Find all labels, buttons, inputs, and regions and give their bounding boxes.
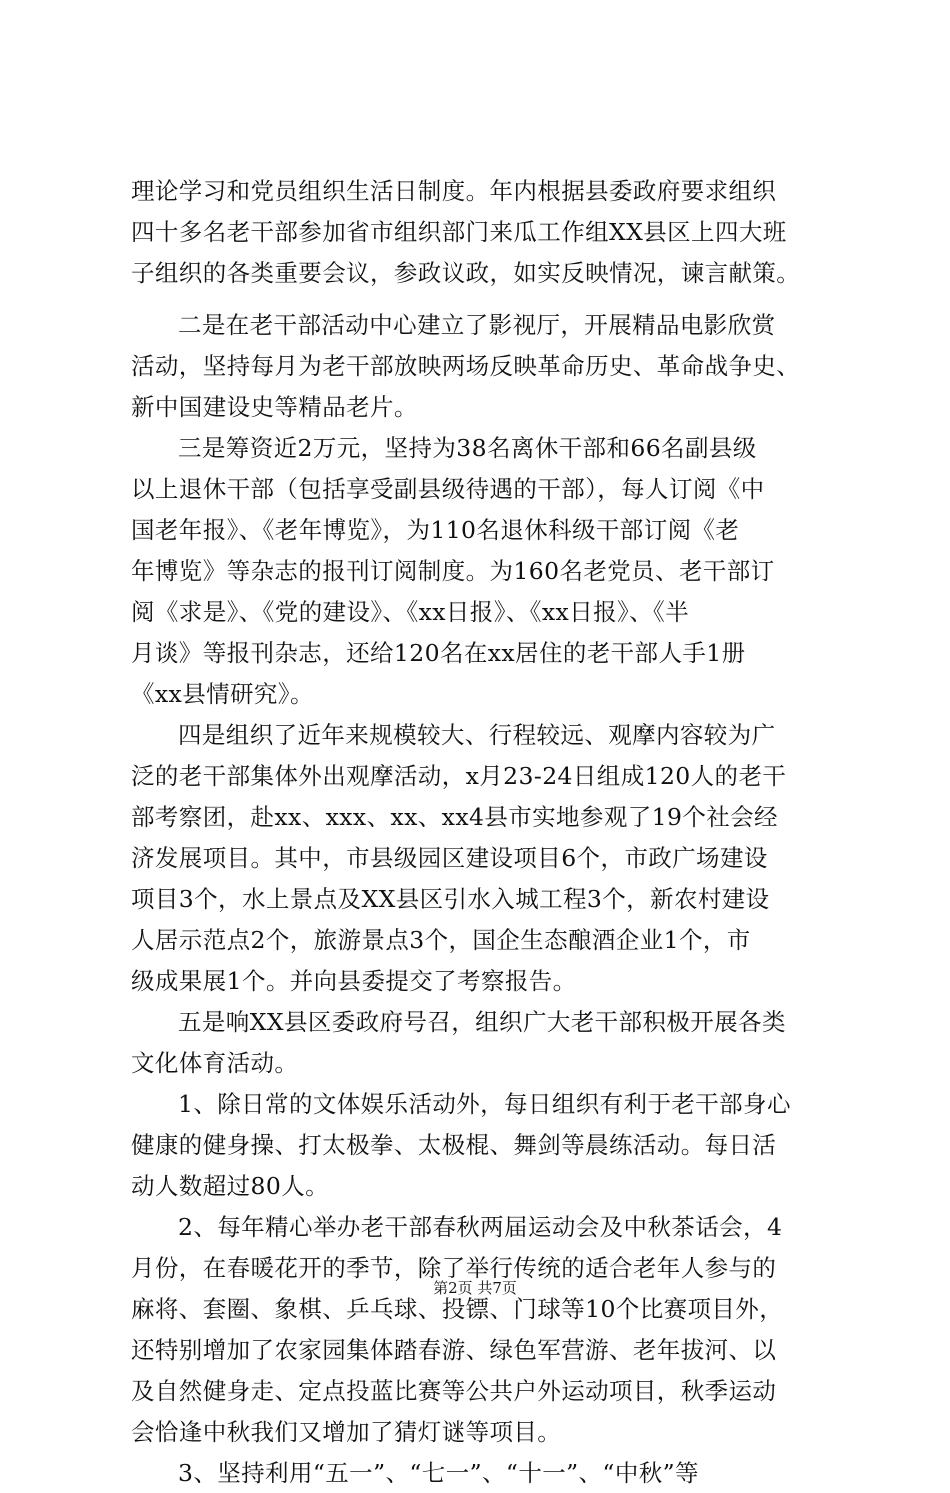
text-line: 2、每年精心举办老干部春秋两届运动会及中秋茶话会，4 bbox=[178, 1213, 783, 1241]
text-line: 以上退休干部（包括享受副县级待遇的干部），每人订阅《中 bbox=[131, 475, 765, 503]
text-line: 年博览》等杂志的报刊订阅制度。为160名老党员、老干部订 bbox=[131, 557, 775, 585]
text-line: 理论学习和党员组织生活日制度。年内根据县委政府要求组织 bbox=[131, 177, 777, 205]
text-line: 国老年报》、《老年博览》，为110名退休科级干部订阅《老 bbox=[131, 516, 740, 544]
page-footer bbox=[0, 1277, 950, 1299]
text-line: 四是组织了近年来规模较大、行程较远、观摩内容较为广 bbox=[178, 721, 776, 749]
text-line: 子组织的各类重要会议，参政议政，如实反映情况，谏言献策。 bbox=[131, 259, 801, 287]
text-line: 新中国建设史等精品老片。 bbox=[131, 393, 418, 421]
text-line: 及自然健身走、定点投蓝比赛等公共户外运动项目，秋季运动 bbox=[131, 1377, 777, 1405]
text-line: 麻将、套圈、象棋、乒乓球、投镖、门球等10个比赛项目外， bbox=[131, 1295, 784, 1323]
text-line: 文化体育活动。 bbox=[131, 1049, 299, 1077]
text-line: 月份，在春暖花开的季节，除了举行传统的适合老年人参与的 bbox=[131, 1254, 777, 1282]
text-line: 还特别增加了农家园集体踏春游、绿色军营游、老年拔河、以 bbox=[131, 1336, 777, 1364]
text-line: 会恰逢中秋我们又增加了猜灯谜等项目。 bbox=[131, 1418, 562, 1446]
text-line: 五是响XX县区委政府号召，组织广大老干部积极开展各类 bbox=[178, 1008, 786, 1036]
text-line: 三是筹资近2万元，坚持为38名离休干部和66名副县级 bbox=[178, 434, 757, 462]
text-line: 活动，坚持每月为老干部放映两场反映革命历史、革命战争史、 bbox=[131, 352, 801, 380]
text-line: 3、坚持利用“五一”、“七一”、“十一”、“中秋”等 bbox=[178, 1459, 699, 1487]
text-line: 月谈》等报刊杂志，还给120名在xx居住的老干部人手1册 bbox=[131, 639, 746, 667]
text-line: 项目3个，水上景点及XX县区引水入城工程3个，新农村建设 bbox=[131, 885, 770, 913]
text-line: 部考察团，赴xx、xxx、xx、xx4县市实地参观了19个社会经 bbox=[131, 803, 778, 831]
text-line: 动人数超过80人。 bbox=[131, 1172, 330, 1200]
text-line: 泛的老干部集体外出观摩活动，x月23-24日组成120人的老干 bbox=[131, 762, 787, 790]
text-line: 健康的健身操、打太极拳、太极棍、舞剑等晨练活动。每日活 bbox=[131, 1131, 777, 1159]
text-line: 二是在老干部活动中心建立了影视厅，开展精品电影欣赏 bbox=[178, 311, 776, 339]
text-line: 1、除日常的文体娱乐活动外，每日组织有利于老干部身心 bbox=[178, 1090, 791, 1118]
text-line: 级成果展1个。并向县委提交了考察报告。 bbox=[131, 967, 577, 995]
text-line: 《xx县情研究》。 bbox=[131, 680, 314, 708]
text-line: 四十多名老干部参加省市组织部门来瓜工作组XX县区上四大班 bbox=[131, 218, 787, 246]
text-line: 济发展项目。其中，市县级园区建设项目6个，市政广场建设 bbox=[131, 844, 768, 872]
page-number-label: 第2页 共7页 bbox=[433, 1279, 517, 1297]
text-line: 人居示范点2个，旅游景点3个，国企生态酿酒企业1个，市 bbox=[131, 926, 751, 954]
text-line: 阅《求是》、《党的建设》、《xx日报》、《xx日报》、《半 bbox=[131, 598, 690, 626]
